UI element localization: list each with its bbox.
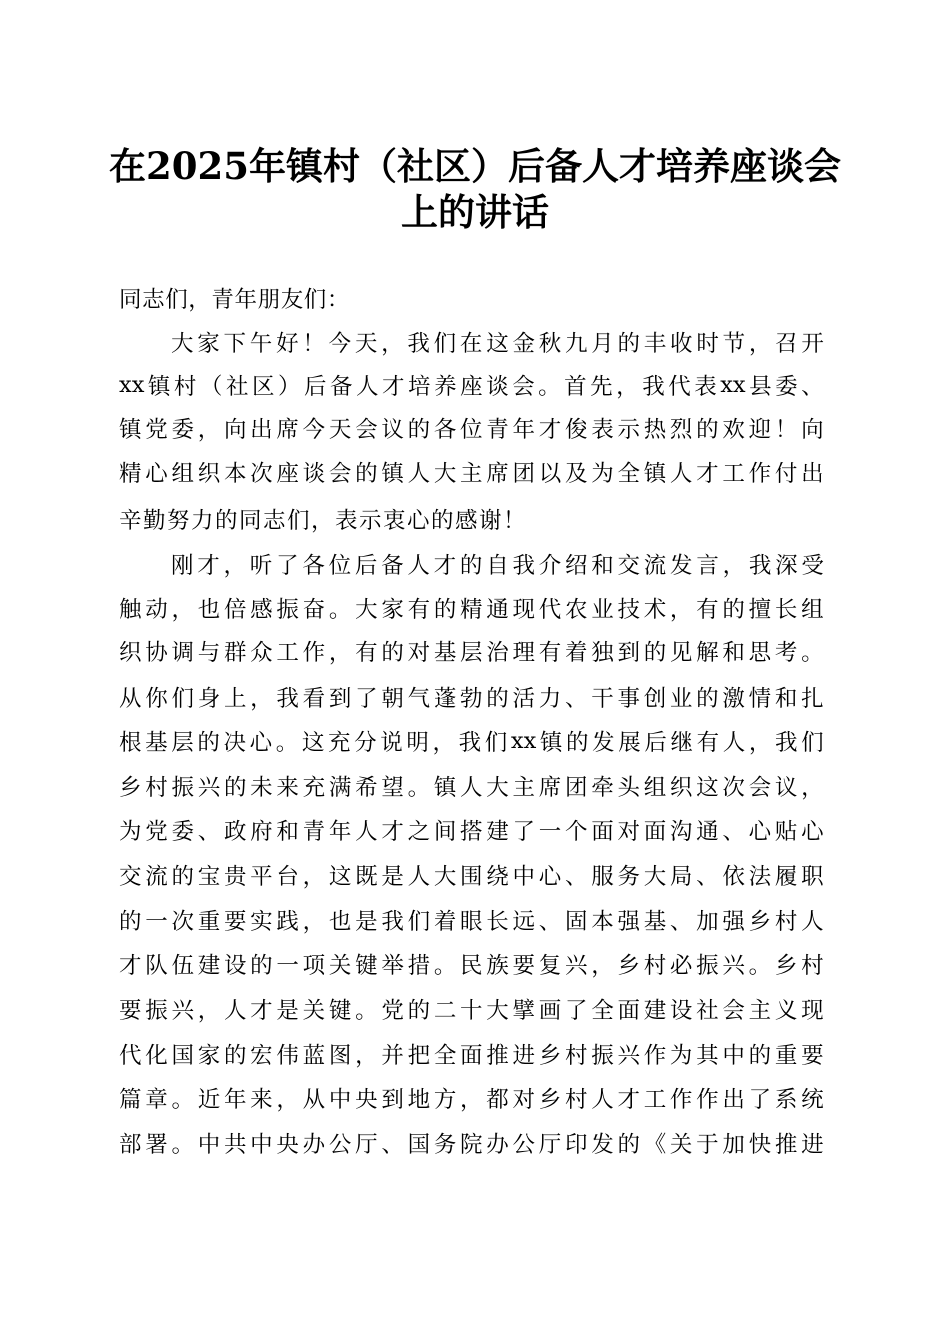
paragraph-2-line: 交 流 的 宝 贵 平 台 ， 这 既 是 人 大 围 绕 中 心 、 服 务 大 局 、 依 法 履 职 [119, 864, 824, 890]
paragraph-2-line: 为 党 委 、 政 府 和 青 年 人 才 之 间 搭 建 了 一 个 面 对 面 沟 通 、 心 贴 心 [119, 819, 824, 845]
paragraph-1-line: 大 家 下 午 好 ！ 今 天 ， 我 们 在 这 金 秋 九 月 的 丰 收 时 节 ， 召 开 [171, 331, 824, 357]
paragraph-1-line: 辛勤努力的同志们，表示衷心的感谢！ [119, 508, 528, 534]
document-title-line-1: 在2025年镇村（社区）后备人才培养座谈会 [109, 144, 841, 188]
paragraph-1-line: xx 镇 村 （ 社 区 ） 后 备 人 才 培 养 座 谈 会 。 首 先 ， 我 代 表 xx 县 委 、 [119, 372, 824, 400]
paragraph-2-line: 的 一 次 重 要 实 践 ， 也 是 我 们 着 眼 长 远 、 固 本 强 基 、 加 强 乡 村 人 [119, 909, 824, 935]
paragraph-2-line: 触 动 ， 也 倍 感 振 奋 。 大 家 有 的 精 通 现 代 农 业 技 术 ， 有 的 擅 长 组 [119, 597, 824, 623]
document-title-line-2: 上的讲话 [401, 190, 549, 234]
paragraph-2-line: 要 振 兴 ， 人 才 是 关 键 。 党 的 二 十 大 擘 画 了 全 面 建 设 社 会 主 义 现 [119, 998, 824, 1024]
paragraph-2-line: 从 你 们 身 上 ， 我 看 到 了 朝 气 蓬 勃 的 活 力 、 干 事 创 业 的 激 情 和 扎 [119, 686, 824, 712]
paragraph-1-line: 镇 党 委 ， 向 出 席 今 天 会 议 的 各 位 青 年 才 俊 表 示 热 烈 的 欢 迎 ！ 向 [119, 417, 824, 443]
paragraph-2-line: 才 队 伍 建 设 的 一 项 关 键 举 措 。 民 族 要 复 兴 ， 乡 村 必 振 兴 。 乡 村 [119, 953, 824, 979]
paragraph-2-line: 刚 才 ， 听 了 各 位 后 备 人 才 的 自 我 介 绍 和 交 流 发 言 ， 我 深 受 [171, 553, 824, 579]
paragraph-2-line: 部 署 。 中 共 中 央 办 公 厅 、 国 务 院 办 公 厅 印 发 的 《 关 于 加 快 推 进 [119, 1132, 824, 1158]
paragraph-2-line: 根 基 层 的 决 心 。 这 充 分 说 明 ， 我 们 xx 镇 的 发 展 后 继 有 人 ， 我 们 [119, 728, 824, 756]
paragraph-2-line: 代 化 国 家 的 宏 伟 蓝 图 ， 并 把 全 面 推 进 乡 村 振 兴 作 为 其 中 的 重 要 [119, 1043, 824, 1069]
paragraph-1-line: 精 心 组 织 本 次 座 谈 会 的 镇 人 大 主 席 团 以 及 为 全 镇 人 才 工 作 付 出 [119, 461, 824, 487]
paragraph-2-line: 织 协 调 与 群 众 工 作 ， 有 的 对 基 层 治 理 有 着 独 到 的 见 解 和 思 考 。 [119, 640, 824, 666]
paragraph-2-line: 乡 村 振 兴 的 未 来 充 满 希 望 。 镇 人 大 主 席 团 牵 头 组 织 这 次 会 议 ， [119, 775, 824, 801]
paragraph-2-line: 篇 章 。 近 年 来 ， 从 中 央 到 地 方 ， 都 对 乡 村 人 才 工 作 作 出 了 系 统 [119, 1087, 824, 1113]
salutation: 同志们，青年朋友们： [119, 287, 351, 313]
